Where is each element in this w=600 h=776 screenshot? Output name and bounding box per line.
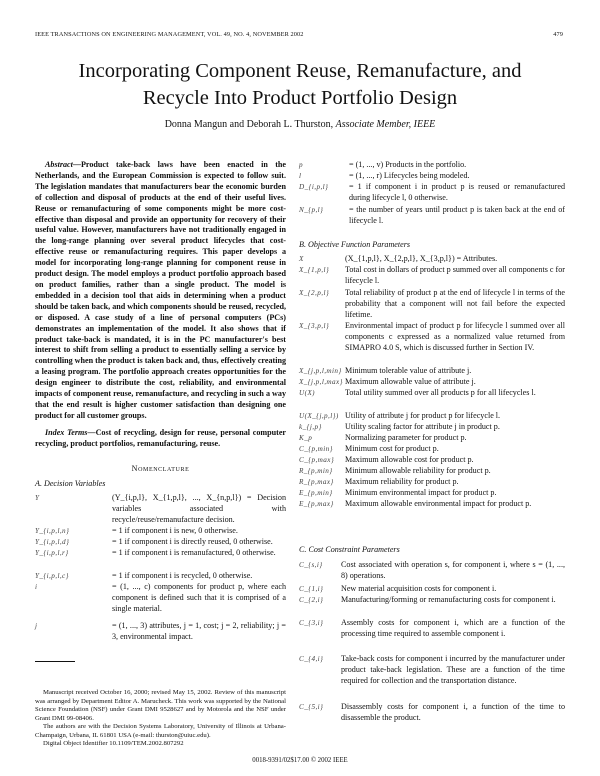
definition: Utility of attribute j for product p for lifecycle l. [345,411,501,420]
definition: Total utility summed over all products p for all lifecycles l. [345,388,536,397]
footnote [35,689,286,749]
decision-variables-heading: A. Decision Variables [35,479,106,488]
definition: Minimum cost for product p. [345,444,439,453]
definition: Minimum environmental impact for product p. [345,488,497,497]
author-role: Associate Member, IEEE [335,119,436,130]
symbol: X_{j,p,l,max} [299,378,343,386]
page-number: 479 [553,31,563,38]
abstract [35,160,286,422]
objective-parameters-list [299,254,565,538]
constraint-heading: C. Cost Constraint Parameters [299,545,400,554]
abstract-text: Product take-back laws have been enacted in the Netherlands, and the European Commission is expected to follow suit. The legislation mandates that manufacturers bear the economic burden of collection and disposal of products at the end of their useful lives. Reuse or remanufacturing of some components might be more cost-effective than disposal and provide an opportunity for recovery of their useful value. However, manufacturers have not traditionally engaged in the long-range planning over several product lifecycles that cost-effective reuse or remanufacturing requires. This paper develops a model for incorporating long-range planning for component reuse in product design. The model employs a product portfolio approach based on product families, rather than a single product. The model is embedded in a decision tool that aids in determining when a product should be taken back, and which components should be reused, recycled, or disposed. A case study of a line of personal computers (PCs) demonstrates an implementation of the model. It also shows that if product take-back is mandated, it is in the PC manufacturer's best interest to shift from selling a product to essentially selling a service by controlling when the product is taken back and, thus, effectively creating a leasing program. The portfolio approach creates opportunities for the design engineer to distribute the cost, reliability, and environmental impacts of component reuse, remanufacture, and recycling in such a way that the end result is higher customer satisfaction than designing one product for all customer groups. [35,160,286,420]
symbol: C_{p,max} [299,456,335,464]
definition: Maximum allowable environmental impact for product p. [345,499,532,508]
definition: Disassembly costs for component i, a function of the time to disassemble the product. [341,702,565,722]
symbol: Y_{i,p,l,d} [35,538,70,546]
symbol: N_{p,l} [299,206,324,214]
definition: = 1 if component i in product p is reused or remanufactured during lifecycle l, 0 otherwise. [349,182,565,202]
symbol: E_{p,min} [299,489,333,497]
symbol: i [35,583,38,591]
symbol: j [35,622,38,630]
copyright-line: 0018-9391/02$17.00 © 2002 IEEE [252,757,348,764]
symbol: U(X) [299,389,315,397]
definition: (Y_{i,p,l}, X_{1,p,l}, ..., X_{n,p,l}) = Decision variables associated with recycle/reuse/remanufacture decision. [112,493,286,524]
symbol: X_{j,p,l,min} [299,367,342,375]
symbol: U(X_{j,p,l}) [299,412,339,420]
symbol: l [299,172,302,180]
symbol: C_{4,i} [299,655,324,663]
footnote-doi: Digital Object Identifier 10.1109/TEM.2002.807292 [43,740,184,747]
symbol: C_{2,i} [299,596,324,604]
title-line-1: Incorporating Component Reuse, Remanufacture, and [78,60,522,82]
definition: New material acquisition costs for component i. [341,584,497,593]
constraint-parameters-list [299,560,565,736]
definition: Minimum allowable reliability for product p. [345,466,491,475]
definition: = the number of years until product p is taken back at the end of lifecycle l. [349,205,565,225]
symbol: X_{1,p,l} [299,266,330,274]
definition: Utility scaling factor for attribute j in product p. [345,422,500,431]
abstract-label: Abstract— [45,160,81,169]
symbol: C_{1,i} [299,585,324,593]
left-column [35,160,286,450]
definition: = (1, ..., r) Lifecycles being modeled. [349,171,470,180]
symbol: X_{2,p,l} [299,289,330,297]
paper-title [20,58,580,112]
variables-continued [299,160,565,232]
symbol: C_{s,i} [299,561,323,569]
definition: Assembly costs for component i, which are a function of the processing time required to assemble component i. [341,618,565,638]
definition: Maximum allowable cost for product p. [345,455,474,464]
decision-variables-list [35,493,286,648]
author-line [20,119,580,130]
definition: Total reliability of product p at the end of lifecycle l in terms of the probability that a component will not fail before the expected lifetime. [345,288,565,319]
definition: = (1, ..., 3) attributes, j = 1, cost; j = 2, reliability; j = 3, environmental impact. [112,621,286,641]
symbol: R_{p,min} [299,467,333,475]
symbol: C_{p,min} [299,445,333,453]
symbol: K_p [299,434,313,442]
nomenclature-heading: Nomenclature [131,464,190,473]
symbol: k_{j,p} [299,423,322,431]
symbol: X [299,255,304,263]
definition: Take-back costs for component i incurred by the manufacturer under product take-back legislation. These are a function of the time required for collection and the transportation distance. [341,654,565,685]
symbol: E_{p,max} [299,500,334,508]
definition: (X_{1,p,l}, X_{2,p,l}, X_{3,p,l}) = Attributes. [345,254,498,263]
symbol: D_{i,p,l} [299,183,329,191]
index-terms [35,428,286,450]
definition: Maximum allowable value of attribute j. [345,377,476,386]
definition: Cost associated with operation s, for component i, where s = (1, ..., 8) operations. [341,560,565,580]
index-terms-label: Index Terms— [45,427,96,437]
symbol: Y [35,494,40,502]
definition: Manufacturing/forming or remanufacturing costs for component i. [341,595,556,604]
definition: Environmental impact of product p for lifecycle l summed over all components c expressed as a normalized value returned from SIMAPRO 4.0 S, which is discussed further in Section IV. [345,321,565,352]
definition: = 1 if component i is directly reused, 0 otherwise. [112,537,273,546]
symbol: p [299,161,303,169]
journal-header: IEEE TRANSACTIONS ON ENGINEERING MANAGEMENT, VOL. 49, NO. 4, NOVEMBER 2002 [35,31,304,38]
footnote-affiliation: The authors are with the Decision Systems Laboratory, University of Illinois at Urbana-Champaign, Urbana, IL 61801 USA (e-mail: thurston@uiuc.edu). [35,723,286,739]
authors: Donna Mangun and Deborah L. Thurston, [164,119,334,130]
footnote-rule [35,661,75,662]
symbol: X_{3,p,l} [299,322,330,330]
symbol: Y_{i,p,l,c} [35,572,69,580]
symbol: Y_{i,p,l,n} [35,527,70,535]
definition: = (1, ..., v) Products in the portfolio. [349,160,467,169]
symbol: C_{3,i} [299,619,324,627]
definition: Total cost in dollars of product p summed over all components c for lifecycle l. [345,265,565,285]
footnote-manuscript: Manuscript received October 16, 2000; revised May 15, 2002. Review of this manuscript was arranged by Department Editor A. Marucheck. This work was supported by the National Science Foundation (NSF) under Grant DMI 9528627 and by Motorola and the NSF under Grant DMI 99-08406. [35,689,286,722]
symbol: R_{p,max} [299,478,334,486]
index-terms-text: Cost of recycling, design for reuse, personal computer recycling, product portfolios, remanufacturing, reuse. [35,427,286,448]
definition: Minimum tolerable value of attribute j. [345,366,472,375]
objective-heading: B. Objective Function Parameters [299,240,411,249]
definition: Normalizing parameter for product p. [345,433,467,442]
definition: = (1, ..., c) components for product p, where each component is defined such that it is comprised of a single material. [112,582,286,613]
definition: = 1 if component i is recycled, 0 otherwise. [112,571,253,580]
definition: Maximum reliability for product p. [345,477,459,486]
title-line-2: Recycle Into Product Portfolio Design [142,87,458,109]
definition: = 1 if component i is remanufactured, 0 otherwise. [112,548,276,557]
symbol: C_{5,i} [299,703,324,711]
definition: = 1 if component i is new, 0 otherwise. [112,526,238,535]
symbol: Y_{i,p,l,r} [35,549,69,557]
